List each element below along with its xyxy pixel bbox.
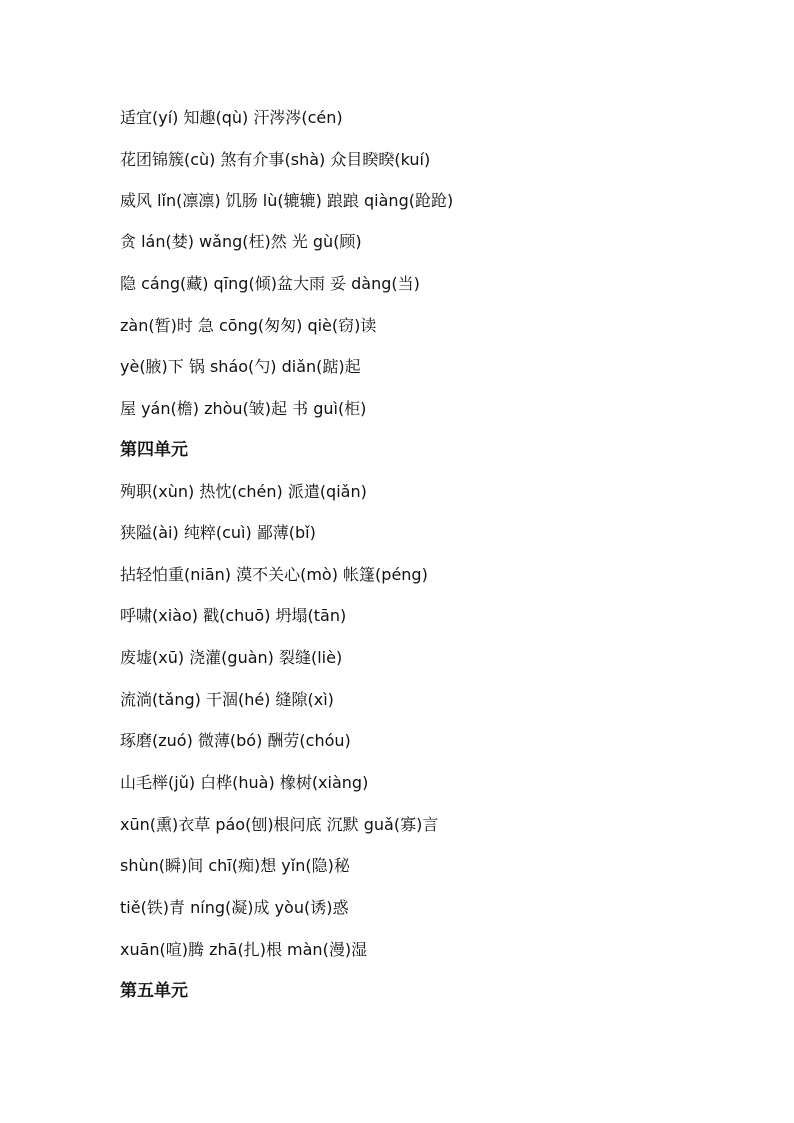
section-heading-unit-4: 第四单元 xyxy=(120,440,188,460)
vocab-line: 呼啸(xiào) 戳(chuō) 坍塌(tān) xyxy=(120,606,347,625)
vocab-line: 殉职(xùn) 热忱(chén) 派遣(qiǎn) xyxy=(120,482,367,501)
vocab-line: 屋 yán(檐) zhòu(皱)起 书 guì(柜) xyxy=(120,399,367,418)
vocab-line: zàn(暂)时 急 cōng(匆匆) qiè(窃)读 xyxy=(120,316,377,335)
vocab-line: 花团锦簇(cù) 煞有介事(shà) 众目睽睽(kuí) xyxy=(120,150,431,169)
vocab-line: tiě(铁)青 níng(凝)成 yòu(诱)惑 xyxy=(120,898,349,917)
vocab-line: yè(腋)下 锅 sháo(勺) diǎn(踮)起 xyxy=(120,357,361,376)
vocab-line: shùn(瞬)间 chī(痴)想 yǐn(隐)秘 xyxy=(120,856,350,875)
vocab-line: 废墟(xū) 浇灌(guàn) 裂缝(liè) xyxy=(120,648,343,667)
vocab-line: 狭隘(ài) 纯粹(cuì) 鄙薄(bǐ) xyxy=(120,523,316,542)
vocab-line: 山毛榉(jǔ) 白桦(huà) 橡树(xiàng) xyxy=(120,773,369,792)
vocab-line: xūn(熏)衣草 páo(刨)根问底 沉默 guǎ(寡)言 xyxy=(120,815,439,834)
vocab-line: xuān(喧)腾 zhā(扎)根 màn(漫)湿 xyxy=(120,940,368,959)
vocab-line: 琢磨(zuó) 微薄(bó) 酬劳(chóu) xyxy=(120,731,351,750)
vocab-line: 流淌(tǎng) 干涸(hé) 缝隙(xì) xyxy=(120,690,334,709)
vocab-line: 威风 lǐn(凛凛) 饥肠 lù(辘辘) 踉踉 qiàng(跄跄) xyxy=(120,191,454,210)
vocab-line: 适宜(yí) 知趣(qù) 汗涔涔(cén) xyxy=(120,108,343,127)
vocab-line: 隐 cáng(藏) qīng(倾)盆大雨 妥 dàng(当) xyxy=(120,274,420,293)
section-heading-unit-5: 第五单元 xyxy=(120,981,188,1001)
vocab-line: 贪 lán(婪) wǎng(枉)然 光 gù(顾) xyxy=(120,232,362,251)
vocab-line: 拈轻怕重(niān) 漠不关心(mò) 帐篷(péng) xyxy=(120,565,428,584)
